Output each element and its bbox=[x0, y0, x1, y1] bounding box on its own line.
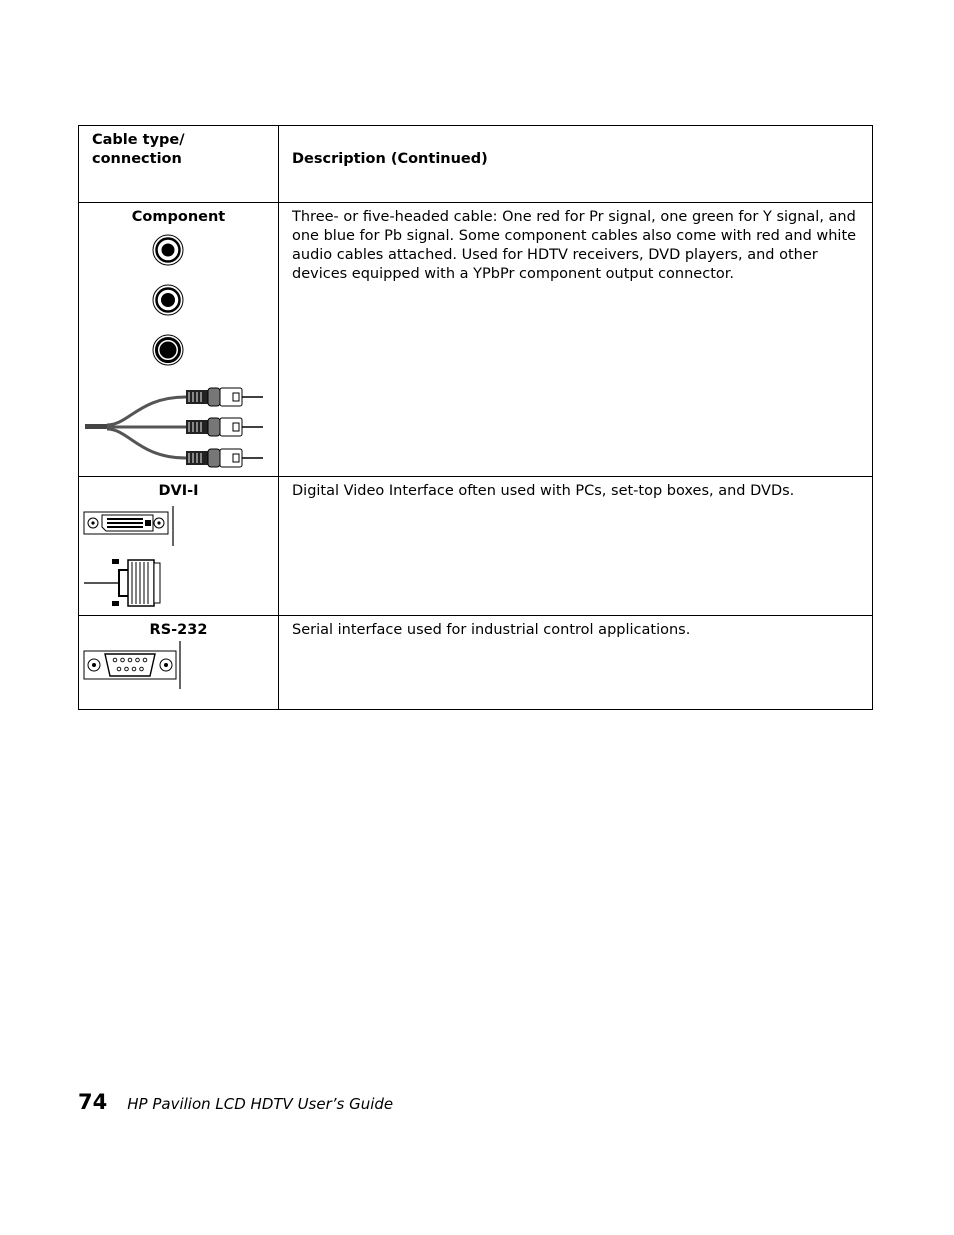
table-row bbox=[79, 203, 873, 477]
dvi-description: Digital Video Interface often used with PCs, set-top boxes, and DVDs. bbox=[279, 477, 873, 616]
component-cell bbox=[79, 203, 279, 477]
dvi-connector-icon bbox=[79, 500, 279, 615]
dvi-cell bbox=[79, 477, 279, 616]
dvi-label: DVI-I bbox=[158, 483, 199, 499]
component-description: Three- or five-headed cable: One red for Pr signal, one green for Y signal, and one blue for Pb signal. Some component cables also come with red and white audio cables attached. Used for HDTV receivers, DVD players, and other devices equipped with a YPbPr component output connector. bbox=[279, 203, 873, 477]
table-row bbox=[79, 616, 873, 710]
header-cable-type-line1: Cable type/ bbox=[92, 132, 185, 148]
header-description: Description (Continued) bbox=[279, 126, 873, 203]
rs232-connector-icon bbox=[79, 639, 279, 709]
rs232-label: RS-232 bbox=[149, 622, 208, 638]
rs232-cell bbox=[79, 616, 279, 710]
page-number: 74 bbox=[78, 1090, 108, 1114]
rs232-description: Serial interface used for industrial control applications. bbox=[279, 616, 873, 710]
table-header-row bbox=[79, 126, 873, 203]
component-connector-icon bbox=[79, 226, 279, 476]
table-row bbox=[79, 477, 873, 616]
header-cable-type-line2: connection bbox=[92, 151, 182, 167]
page-footer bbox=[78, 1090, 393, 1114]
component-label: Component bbox=[131, 209, 226, 225]
cable-types-table bbox=[78, 125, 873, 710]
header-cable-type bbox=[79, 126, 279, 203]
guide-title: HP Pavilion LCD HDTV User’s Guide bbox=[127, 1095, 394, 1113]
